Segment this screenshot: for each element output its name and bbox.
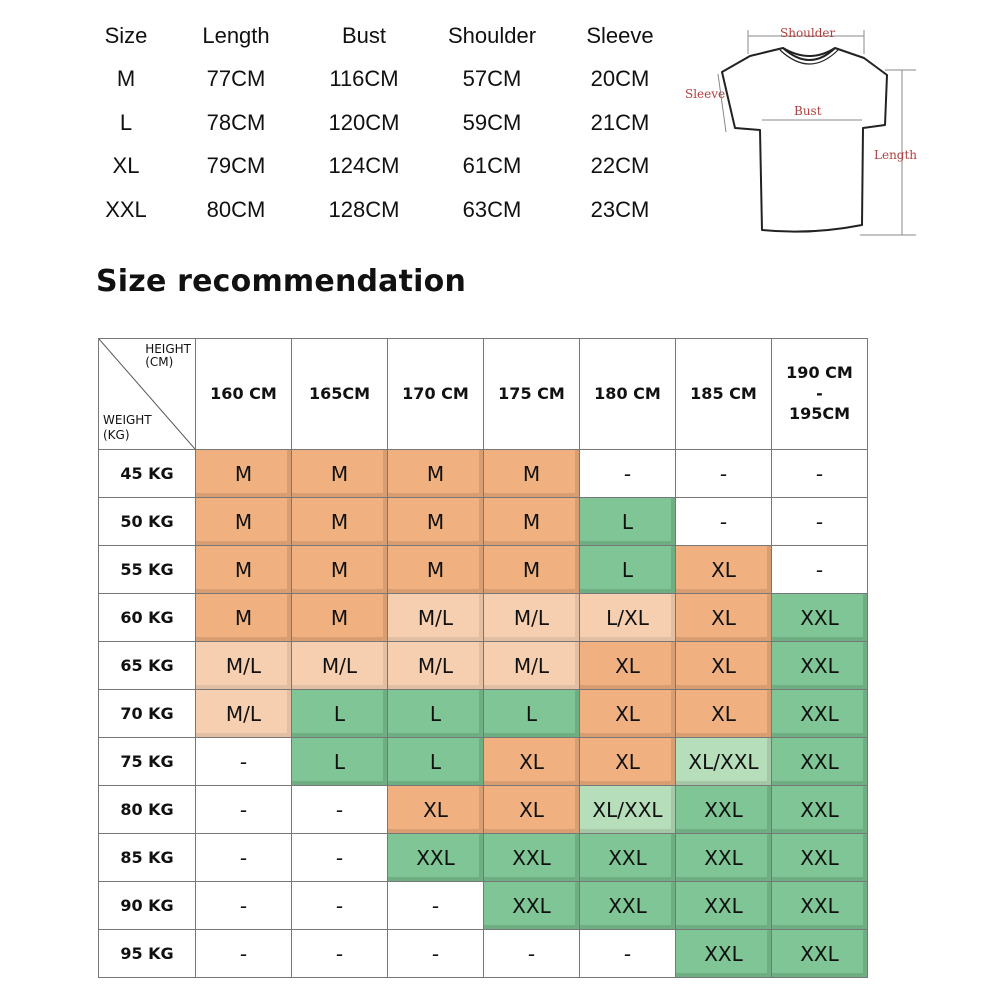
height-header: 180 CM: [580, 339, 676, 450]
size-recommendation-cell: -: [676, 450, 772, 498]
size-cell: XL: [112, 153, 140, 179]
size-recommendation-cell: XL: [676, 594, 772, 642]
size-recommendation-cell: M: [196, 498, 292, 546]
size-cell: 79CM: [206, 153, 266, 179]
table-corner: [99, 339, 196, 450]
weight-label: 75 KG: [99, 738, 196, 786]
size-recommendation-cell: -: [292, 882, 388, 930]
diagram-length-label: Length: [874, 148, 918, 162]
size-recommendation-cell: L: [388, 738, 484, 786]
size-recommendation-cell: XXL: [580, 834, 676, 882]
size-cell: 120CM: [328, 109, 400, 135]
size-recommendation-cell: M/L: [388, 642, 484, 690]
size-recommendation-cell: -: [292, 834, 388, 882]
weight-row: [99, 642, 868, 690]
size-recommendation-cell: L: [580, 498, 676, 546]
size-recommendation-cell: M: [292, 450, 388, 498]
weight-label: 55 KG: [99, 546, 196, 594]
size-recommendation-cell: XXL: [772, 930, 868, 978]
header-sleeve: Sleeve: [586, 22, 654, 48]
size-cell: L: [119, 109, 133, 135]
size-row: [80, 188, 700, 232]
size-recommendation-cell: L: [580, 546, 676, 594]
size-recommendation-cell: L: [388, 690, 484, 738]
size-recommendation-cell: -: [196, 882, 292, 930]
size-recommendation-cell: XXL: [580, 882, 676, 930]
weight-label: 85 KG: [99, 834, 196, 882]
size-row: [80, 101, 700, 145]
size-row: [80, 145, 700, 189]
size-recommendation-cell: XXL: [676, 930, 772, 978]
size-recommendation-cell: M/L: [484, 642, 580, 690]
size-recommendation-cell: -: [292, 786, 388, 834]
size-recommendation-title: Size recommendation: [96, 264, 467, 299]
height-header: 165CM: [292, 339, 388, 450]
size-recommendation-cell: -: [772, 546, 868, 594]
size-chart-body: [80, 58, 700, 232]
size-cell: 77CM: [206, 66, 266, 92]
size-recommendation-cell: M: [292, 594, 388, 642]
size-cell: 78CM: [206, 109, 266, 135]
weight-row: [99, 690, 868, 738]
size-cell: 61CM: [462, 153, 522, 179]
size-recommendation-cell: M/L: [388, 594, 484, 642]
size-recommendation-cell: L: [292, 738, 388, 786]
size-recommendation-cell: M: [196, 594, 292, 642]
weight-row: [99, 882, 868, 930]
weight-row: [99, 786, 868, 834]
size-recommendation-cell: XXL: [772, 690, 868, 738]
height-header: 185 CM: [676, 339, 772, 450]
size-recommendation-cell: XXL: [772, 834, 868, 882]
size-recommendation-cell: M: [196, 546, 292, 594]
size-recommendation-cell: -: [484, 930, 580, 978]
weight-row: [99, 834, 868, 882]
weight-label: 90 KG: [99, 882, 196, 930]
weight-label: 95 KG: [99, 930, 196, 978]
size-recommendation-cell: XL: [484, 738, 580, 786]
size-recommendation-cell: M: [292, 498, 388, 546]
size-cell: 57CM: [462, 66, 522, 92]
weight-row: [99, 738, 868, 786]
size-recommendation-cell: M/L: [196, 642, 292, 690]
weight-row: [99, 546, 868, 594]
size-recommendation-cell: XXL: [676, 834, 772, 882]
size-recommendation-cell: XL/XXL: [580, 786, 676, 834]
size-recommendation-cell: XXL: [676, 786, 772, 834]
weight-label: 50 KG: [99, 498, 196, 546]
size-recommendation-cell: -: [196, 738, 292, 786]
size-recommendation-cell: XL: [580, 738, 676, 786]
size-recommendation-cell: -: [196, 786, 292, 834]
diagram-bust-label: Bust: [794, 104, 822, 118]
corner-height-label: HEIGHT (CM): [145, 342, 191, 369]
weight-row: [99, 930, 868, 978]
size-recommendation-cell: M: [196, 450, 292, 498]
size-cell: 22CM: [590, 153, 650, 179]
size-recommendation-table: [98, 338, 868, 978]
header-bust: Bust: [341, 22, 387, 48]
height-header: 175 CM: [484, 339, 580, 450]
diagram-sleeve-label: Sleeve: [685, 87, 726, 101]
weight-label: 70 KG: [99, 690, 196, 738]
size-recommendation-cell: -: [772, 450, 868, 498]
tshirt-outline: [722, 48, 887, 232]
size-cell: 128CM: [328, 196, 400, 222]
size-recommendation-cell: XL: [676, 642, 772, 690]
weight-label: 60 KG: [99, 594, 196, 642]
size-cell: 20CM: [590, 66, 650, 92]
size-recommendation-cell: XXL: [772, 786, 868, 834]
weight-row: [99, 594, 868, 642]
size-recommendation-cell: M: [388, 450, 484, 498]
size-recommendation-cell: M: [484, 498, 580, 546]
size-recommendation-cell: XXL: [484, 882, 580, 930]
size-cell: 59CM: [462, 109, 522, 135]
size-recommendation-cell: -: [388, 882, 484, 930]
size-recommendation-cell: M: [484, 450, 580, 498]
size-recommendation-cell: XL: [676, 690, 772, 738]
size-cell: 124CM: [328, 153, 400, 179]
size-chart-header: [80, 14, 700, 58]
size-recommendation-cell: XXL: [772, 738, 868, 786]
size-recommendation-cell: -: [580, 450, 676, 498]
corner-weight-label: WEIGHT (KG): [103, 413, 152, 442]
diagram-shoulder-label: Shoulder: [780, 26, 836, 40]
size-recommendation-cell: L: [292, 690, 388, 738]
height-header: 190 CM - 195CM: [772, 339, 868, 450]
size-recommendation-cell: XXL: [388, 834, 484, 882]
size-recommendation-cell: M: [388, 498, 484, 546]
size-recommendation-cell: XXL: [772, 882, 868, 930]
size-recommendation-cell: XL: [580, 642, 676, 690]
size-recommendation-cell: XXL: [484, 834, 580, 882]
size-recommendation-cell: XXL: [676, 882, 772, 930]
size-recommendation-cell: -: [196, 834, 292, 882]
size-recommendation-cell: M: [292, 546, 388, 594]
size-cell: M: [116, 66, 136, 92]
size-recommendation-cell: XL/XXL: [676, 738, 772, 786]
size-recommendation-cell: L: [484, 690, 580, 738]
size-recommendation-cell: XL: [388, 786, 484, 834]
size-cell: 21CM: [590, 109, 650, 135]
height-header: 170 CM: [388, 339, 484, 450]
size-chart: [80, 14, 700, 232]
size-recommendation-cell: XL: [676, 546, 772, 594]
header-shoulder: Shoulder: [447, 22, 537, 48]
size-recommendation-cell: -: [196, 930, 292, 978]
header-length: Length: [202, 22, 270, 48]
weight-row: [99, 450, 868, 498]
size-recommendation-cell: XL: [580, 690, 676, 738]
weight-label: 45 KG: [99, 450, 196, 498]
size-row: [80, 58, 700, 102]
size-recommendation-cell: -: [292, 930, 388, 978]
height-header-row: [99, 339, 868, 450]
size-recommendation-cell: XXL: [772, 594, 868, 642]
size-cell: 63CM: [462, 196, 522, 222]
size-recommendation-cell: M/L: [196, 690, 292, 738]
header-size: Size: [104, 22, 148, 48]
size-recommendation-cell: -: [676, 498, 772, 546]
size-recommendation-cell: XL: [484, 786, 580, 834]
weight-row: [99, 498, 868, 546]
size-recommendation-cell: M: [484, 546, 580, 594]
size-recommendation-cell: XXL: [772, 642, 868, 690]
height-header: 160 CM: [196, 339, 292, 450]
weight-label: 65 KG: [99, 642, 196, 690]
size-recommendation-cell: -: [580, 930, 676, 978]
size-recommendation-cell: M: [388, 546, 484, 594]
size-cell: 23CM: [590, 196, 650, 222]
weight-label: 80 KG: [99, 786, 196, 834]
size-recommendation-cell: -: [772, 498, 868, 546]
size-cell: 116CM: [329, 66, 399, 92]
size-cell: XXL: [105, 196, 147, 222]
recommendation-body: [99, 450, 868, 978]
size-recommendation-cell: -: [388, 930, 484, 978]
size-recommendation-cell: M/L: [292, 642, 388, 690]
size-recommendation-cell: M/L: [484, 594, 580, 642]
size-recommendation-cell: L/XL: [580, 594, 676, 642]
size-cell: 80CM: [206, 196, 266, 222]
tshirt-measurement-diagram: [680, 20, 920, 245]
